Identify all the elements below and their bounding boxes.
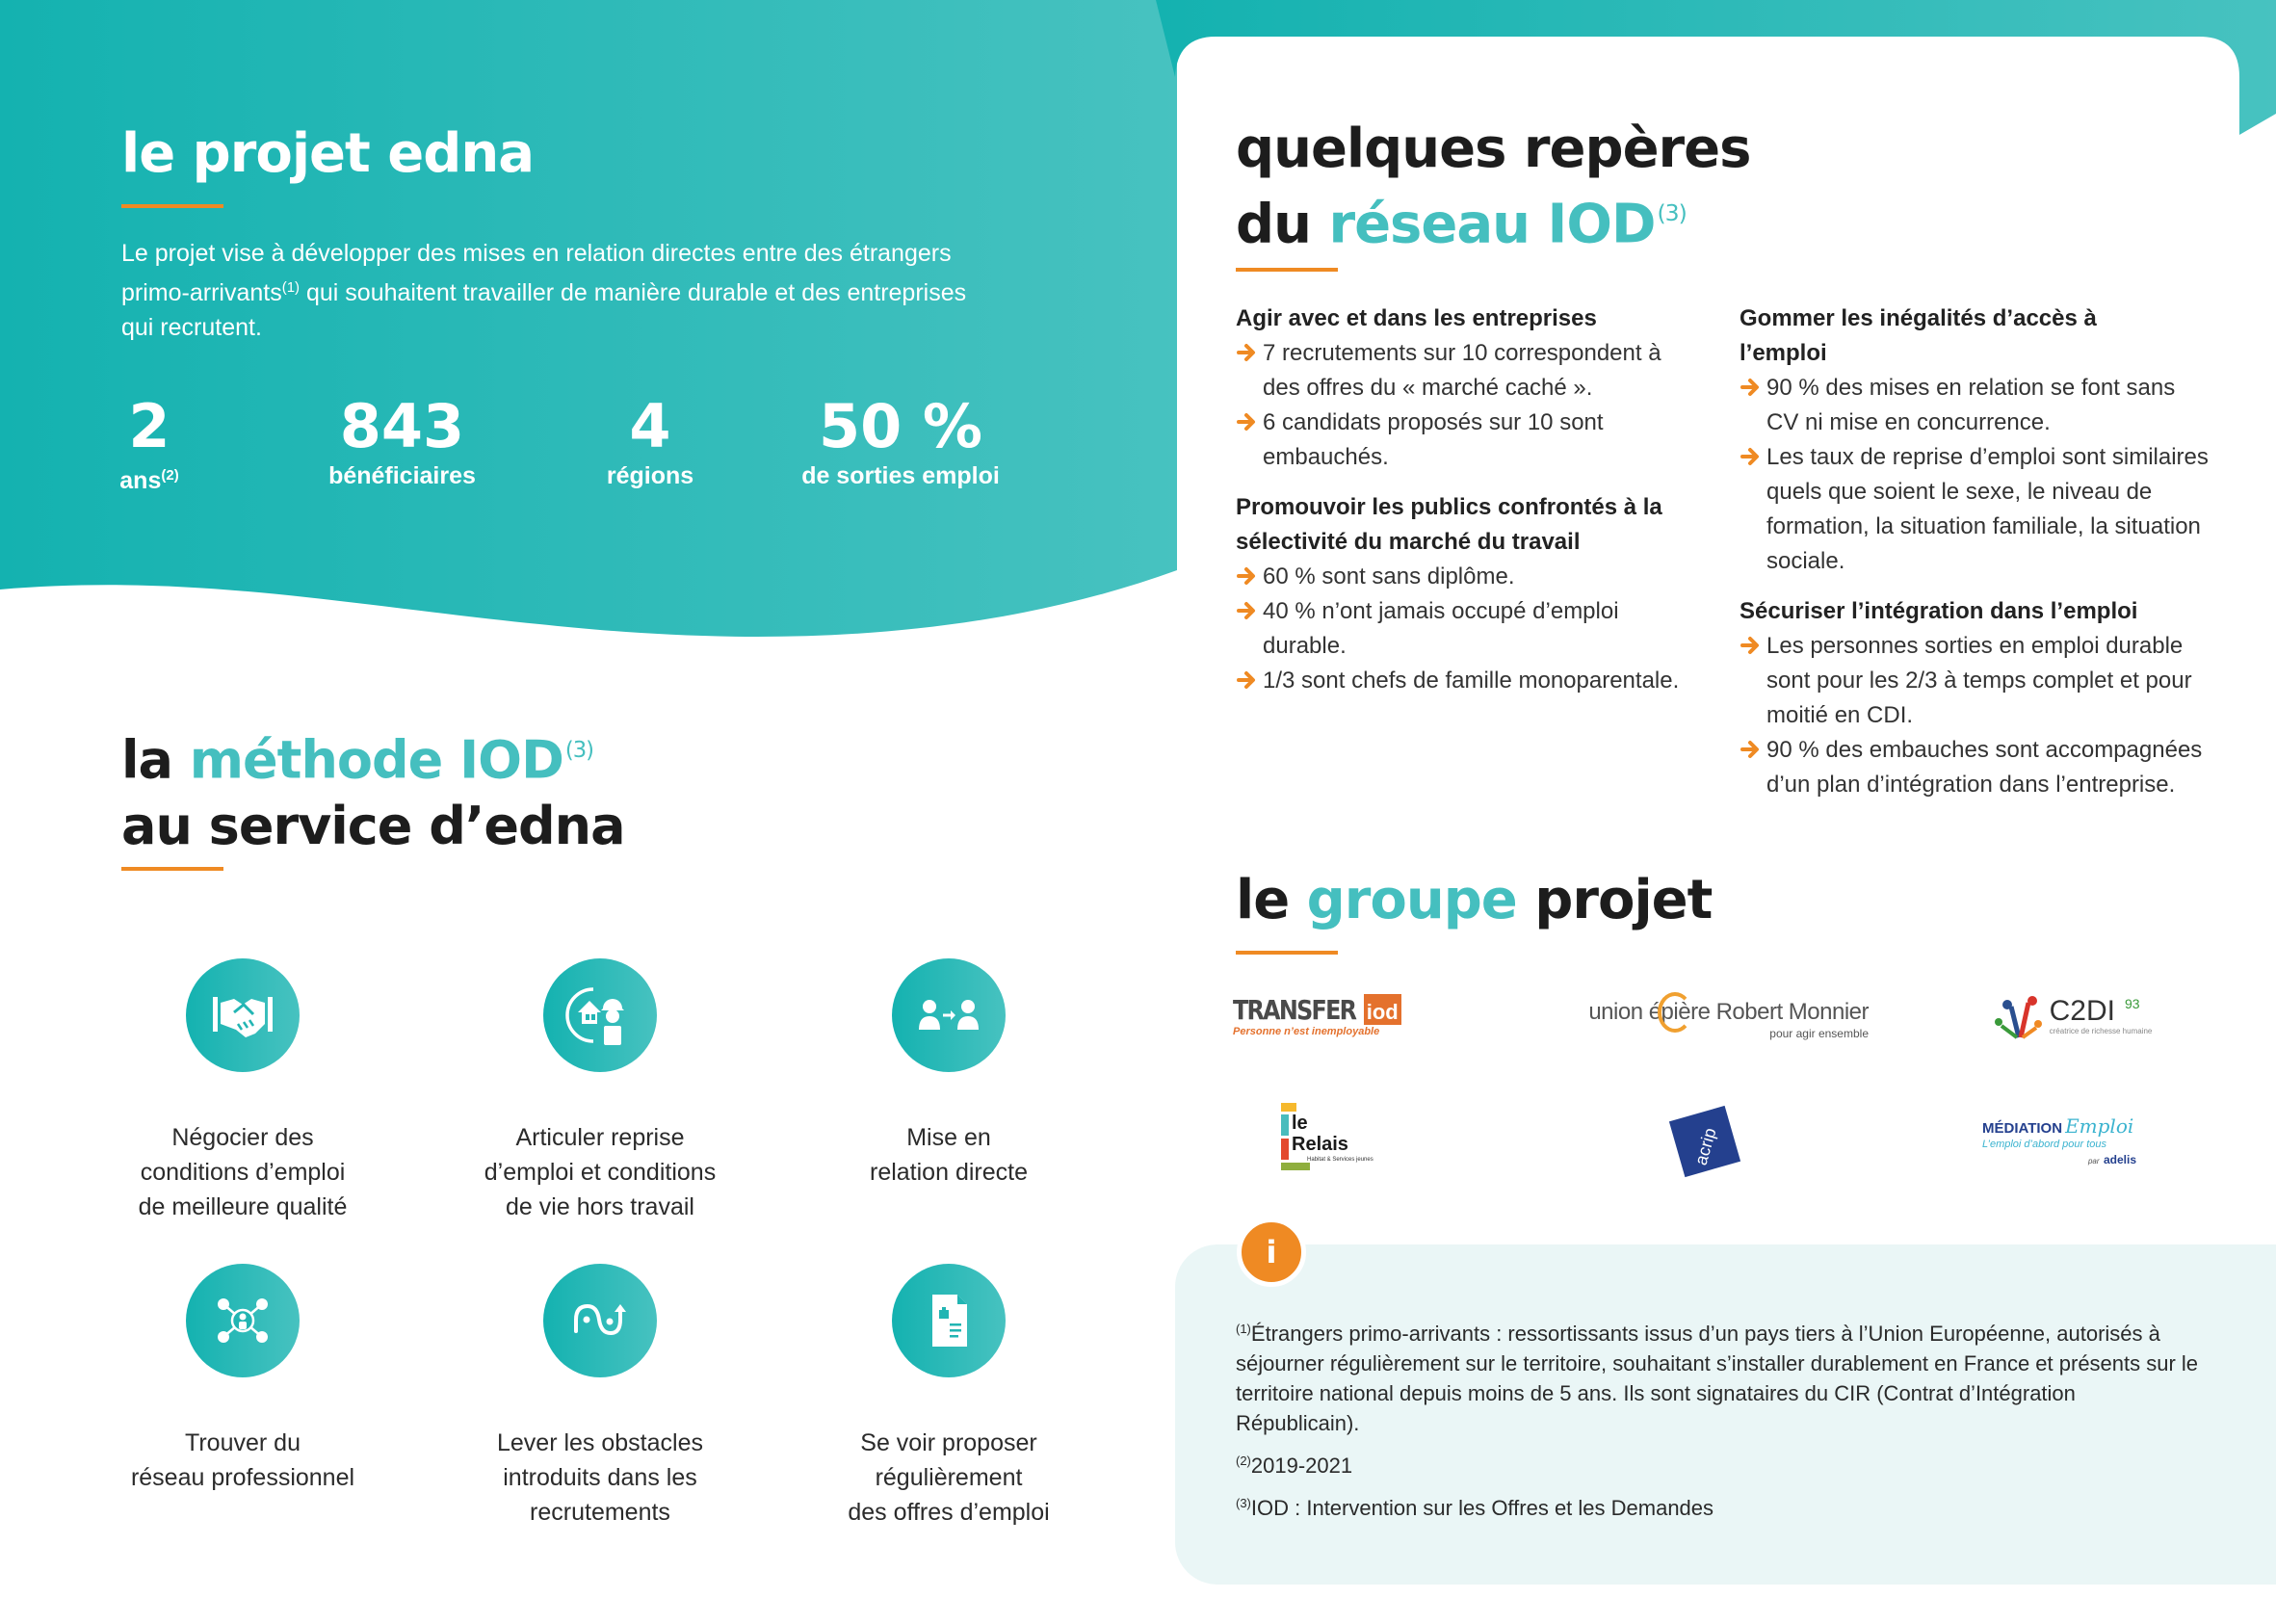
reperes-title-prefix: du <box>1236 193 1329 256</box>
groupe-title <box>1236 867 1712 934</box>
logo-c2di-93 <box>1979 987 2162 1045</box>
reperes-bullet <box>1740 733 2211 802</box>
logo-block-red <box>1281 1139 1289 1160</box>
method-item-articulate <box>441 958 759 1224</box>
stat-label: bénéficiaires <box>328 462 476 489</box>
stat-employment-exits <box>771 393 1031 491</box>
logo-by: par <box>2087 1157 2100 1166</box>
groupe-title-highlight: groupe <box>1306 869 1517 931</box>
footnote <box>1236 1488 2199 1523</box>
reperes-bullet <box>1740 371 2211 440</box>
reperes-group-title: Promouvoir les publics confrontés à la sélectivité du marché du travail <box>1236 494 1662 555</box>
method-item-caption: Lever les obstacles introduits dans les recrutements <box>496 1429 703 1526</box>
stat-label <box>106 460 193 496</box>
method-item-caption: Trouver du réseau professionnel <box>130 1429 355 1491</box>
reperes-bullet <box>1740 440 2211 579</box>
logo-tagline: Habitat & Services jeunes <box>1307 1157 1373 1163</box>
arrow-right-icon <box>1740 377 1761 398</box>
network-icon <box>186 1264 300 1377</box>
footnote-ref: (1) <box>281 279 301 296</box>
logo-block-teal <box>1281 1114 1289 1136</box>
logo-mark: 93 <box>2125 996 2140 1011</box>
reperes-bullet <box>1236 336 1698 406</box>
groupe-title-underline <box>1236 951 1338 955</box>
logo-mediation-emploi <box>1982 1108 2156 1175</box>
method-item-job-offers <box>790 1264 1108 1530</box>
method-title-underline <box>121 867 223 871</box>
person-to-person-icon <box>892 958 1006 1072</box>
logo-text: TRANSFER <box>1233 994 1356 1026</box>
stat-value: 2 <box>128 391 170 461</box>
bullet-text: Les personnes sorties en emploi durable sont pour les 2/3 à temps complet et pour moitié en CDI. <box>1766 633 2192 728</box>
logo-tagline: Personne n’est inemployable <box>1233 1026 1380 1037</box>
logo-union-epiere <box>1551 990 1869 1048</box>
footnote-ref: (2) <box>161 467 179 484</box>
arrow-right-icon <box>1236 342 1257 363</box>
logo-text: le <box>1292 1113 1308 1134</box>
footnote-number: (1) <box>1236 1322 1251 1336</box>
reperes-bullet <box>1236 664 1698 698</box>
arrow-right-icon <box>1236 565 1257 587</box>
footnotes <box>1236 1314 2199 1531</box>
logo-text: C2DI <box>2049 995 2115 1027</box>
reperes-left-column <box>1236 301 1698 714</box>
edna-description-part1: Le projet vise à développer des mises en relation directes entre des étrangers primo-arrivants <box>121 240 952 306</box>
reperes-title-highlight: réseau IOD <box>1328 193 1656 256</box>
method-item-caption: Mise en relation directe <box>870 1124 1028 1186</box>
bullet-text: 6 candidats proposés sur 10 sont embauchés. <box>1263 409 1604 470</box>
bullet-text: 7 recrutements sur 10 correspondent à des offres du « marché caché ». <box>1263 340 1661 401</box>
groupe-title-suffix: projet <box>1516 869 1713 931</box>
bullet-text: 90 % des embauches sont accompagnées d’un plan d’intégration dans l’entreprise. <box>1766 737 2203 798</box>
method-item-negotiate <box>84 958 402 1224</box>
logo-text: union épière Robert Monnier <box>1588 999 1869 1025</box>
info-icon: i <box>1237 1218 1306 1287</box>
footnote-number: (3) <box>1236 1496 1251 1510</box>
stat-regions <box>578 393 722 491</box>
reperes-title-underline <box>1236 268 1338 272</box>
bullet-text: 40 % n’ont jamais occupé d’emploi durable. <box>1263 598 1619 659</box>
logo-tagline: créatrice de richesse humaine <box>2049 1027 2153 1035</box>
groupe-title-prefix: le <box>1236 869 1307 931</box>
stat-label: régions <box>606 462 694 489</box>
arrow-right-icon <box>1236 411 1257 432</box>
footnote-number: (2) <box>1236 1454 1251 1468</box>
logo-tagline: L’emploi d’abord pour tous <box>1982 1139 2107 1150</box>
stat-value: 843 <box>339 391 465 461</box>
obstacle-curve-icon <box>543 1264 657 1377</box>
logo-mark: iod <box>1364 994 1401 1025</box>
logo-brand: adelis <box>2103 1153 2136 1166</box>
logo-acrip-square <box>1669 1106 1740 1177</box>
bullet-text: 1/3 sont chefs de famille monoparentale. <box>1263 668 1680 694</box>
footnote-ref: (3) <box>1657 199 1687 226</box>
method-title-prefix: la <box>121 729 190 791</box>
reperes-bullet <box>1740 629 2211 733</box>
logo-le-relais <box>1281 1103 1373 1180</box>
edna-title-underline <box>121 204 223 208</box>
reperes-group-title: Agir avec et dans les entreprises <box>1236 305 1597 331</box>
reperes-right-column <box>1740 301 2211 818</box>
arrow-right-icon <box>1740 739 1761 760</box>
reperes-group-title: Gommer les inégalités d’accès à l’emploi <box>1740 305 2097 366</box>
method-item-obstacles <box>441 1264 759 1530</box>
logo-mark: Emploi <box>2065 1114 2134 1138</box>
method-item-caption: Se voir proposer régulièrement des offres d’emploi <box>848 1429 1050 1526</box>
arrow-right-icon <box>1740 446 1761 467</box>
top-teal-band <box>1156 0 2276 135</box>
reperes-group <box>1236 490 1698 698</box>
handshake-icon <box>186 958 300 1072</box>
logo-crescent <box>1658 992 1692 1033</box>
method-title-highlight: méthode IOD <box>189 729 563 791</box>
logo-text: MÉDIATION <box>1982 1120 2063 1137</box>
method-item-caption: Articuler reprise d’emploi et conditions de vie hors travail <box>484 1124 717 1220</box>
logo-mark: Relais <box>1292 1134 1348 1155</box>
stat-years <box>106 393 193 496</box>
stat-value: 4 <box>629 391 671 461</box>
reperes-group <box>1236 301 1698 475</box>
reperes-group <box>1740 594 2211 802</box>
reperes-title <box>1236 118 1750 256</box>
method-title-line2: au service d’edna <box>121 795 625 856</box>
stat-beneficiaries <box>299 393 506 491</box>
bullet-text: Les taux de reprise d’emploi sont similaires quels que soient le sexe, le niveau de formation, la situation familiale, la situation sociale. <box>1766 444 2209 574</box>
footnote <box>1236 1314 2199 1438</box>
reperes-bullet <box>1236 560 1698 594</box>
edna-title: le projet edna <box>121 122 535 185</box>
method-title <box>121 718 625 859</box>
edna-description <box>121 236 988 345</box>
stat-label-text: ans <box>119 467 162 494</box>
method-item-network <box>84 1264 402 1495</box>
job-offer-document-icon <box>892 1264 1006 1377</box>
footnote-text: IOD : Intervention sur les Offres et les Demandes <box>1250 1496 1714 1520</box>
stat-label: de sorties emploi <box>801 462 1000 489</box>
reperes-group-title: Sécuriser l’intégration dans l’emploi <box>1740 598 2138 624</box>
footnote <box>1236 1446 2199 1480</box>
bullet-text: 60 % sont sans diplôme. <box>1263 563 1515 589</box>
arrow-right-icon <box>1236 669 1257 691</box>
arrow-right-icon <box>1740 635 1761 656</box>
logo-text: acrip <box>1691 1125 1721 1167</box>
method-item-caption: Négocier des conditions d’emploi de meilleure qualité <box>138 1124 348 1220</box>
reperes-title-line1: quelques repères <box>1236 118 1751 180</box>
footnote-text: 2019-2021 <box>1250 1454 1353 1478</box>
method-item-direct-relation <box>790 958 1108 1190</box>
reperes-bullet <box>1236 406 1698 475</box>
reperes-group <box>1740 301 2211 579</box>
footnote-text: Étrangers primo-arrivants : ressortissants issus d’un pays tiers à l’Union Européenne, autorisés à séjourner régulièrement sur le territoire, souhaitant s’installer durablement en France et présents sur le territoire national depuis moins de 5 ans. Ils sont signataires du CIR (Contrat d’Intégration Républicain). <box>1236 1322 2199 1435</box>
footnote-ref: (3) <box>564 738 594 763</box>
home-worker-icon <box>543 958 657 1072</box>
logo-transfer-iod <box>1233 987 1426 1045</box>
c2di-figures-icon <box>1990 989 2044 1043</box>
arrow-right-icon <box>1236 600 1257 621</box>
stat-value: 50 % <box>819 391 982 461</box>
logo-acrip <box>1674 1108 1736 1175</box>
logo-tagline: pour agir ensemble <box>1769 1027 1869 1040</box>
edna-description-part2: qui souhaitent travailler de manière durable et des entreprises qui recrutent. <box>121 279 967 341</box>
bullet-text: 90 % des mises en relation se font sans CV ni mise en concurrence. <box>1766 375 2176 435</box>
reperes-bullet <box>1236 594 1698 664</box>
